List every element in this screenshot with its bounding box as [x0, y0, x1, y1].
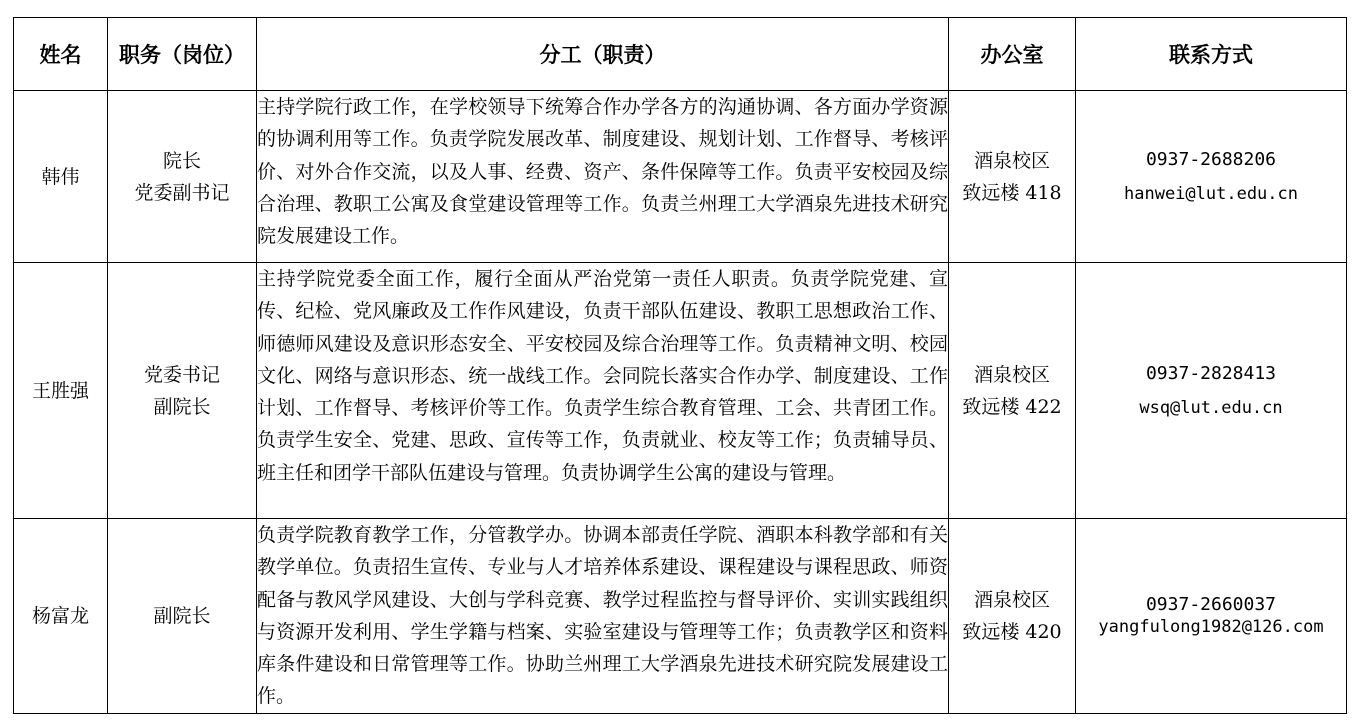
person-name: 杨富龙: [14, 519, 108, 714]
table-row: [14, 263, 1347, 519]
person-duty: 负责学院教育教学工作，分管教学办。协调本部责任学院、酒职本科教学部和有关教学单位。负责招生宣传、专业与人才培养体系建设、课程建设与课程思政、师资配备与教风学风建设、大创与学科竞赛、教学过程监控与督导评价、实训实践组织与资源开发利用、学生学籍与档案、实验室建设与管理等工作；负责教学区和资料库条件建设和日常管理等工作。协助兰州理工大学酒泉先进技术研究院发展建设工作。: [257, 519, 949, 714]
header-row: [14, 18, 1347, 91]
role-line: 副院长: [153, 395, 211, 418]
role-line: 院长: [162, 149, 201, 172]
person-duty: 主持学院行政工作，在学校领导下统筹合作办学各方的沟通协调、各方面办学资源的协调利用等工作。负责学院发展改革、制度建设、规划计划、工作督导、考核评价、对外合作交流，以及人事、经费、资产、条件保障等工作。负责平安校园及综合治理、教职工公寓及食堂建设管理等工作。负责兰州理工大学酒泉先进技术研究院发展建设工作。: [257, 91, 949, 263]
role-line: 副院长: [153, 604, 211, 627]
person-office: [949, 263, 1076, 519]
person-office: [949, 519, 1076, 714]
phone-number: 0937-2660037: [1145, 594, 1277, 616]
email-address[interactable]: wsq@lut.edu.cn: [1139, 398, 1283, 418]
office-room: 致远楼 420: [962, 620, 1062, 643]
person-office: [949, 91, 1076, 263]
header-role: 职务（岗位）: [108, 18, 257, 91]
phone-number: 0937-2828413: [1145, 363, 1277, 384]
table-row: [14, 91, 1347, 263]
person-contact: [1076, 91, 1347, 263]
role-line: 党委副书记: [134, 181, 230, 204]
phone-number: 0937-2688206: [1145, 149, 1277, 170]
person-duty: 主持学院党委全面工作，履行全面从严治党第一责任人职责。负责学院党建、宣传、纪检、党风廉政及工作作风建设，负责干部队伍建设、教职工思想政治工作、师德师风建设及意识形态安全、平安校园及综合治理等工作。负责精神文明、校园文化、网络与意识形态、统一战线工作。会同院长落实合作办学、制度建设、工作计划、工作督导、考核评价等工作。负责学生综合教育管理、工会、共青团工作。负责学生安全、党建、思政、宣传等工作，负责就业、校友等工作；负责辅导员、班主任和团学干部队伍建设与管理。负责协调学生公寓的建设与管理。: [257, 263, 949, 519]
role-line: 党委书记: [143, 363, 220, 386]
person-role: [108, 519, 257, 714]
office-campus: 酒泉校区: [973, 588, 1050, 611]
header-contact: 联系方式: [1076, 18, 1347, 91]
office-campus: 酒泉校区: [973, 363, 1050, 386]
header-office: 办公室: [949, 18, 1076, 91]
header-duty: 分工（职责）: [257, 18, 949, 91]
person-role: [108, 263, 257, 519]
header-name: 姓名: [14, 18, 108, 91]
table-row: [14, 519, 1347, 714]
office-room: 致远楼 422: [962, 395, 1062, 418]
person-name: 王胜强: [14, 263, 108, 519]
office-campus: 酒泉校区: [973, 149, 1050, 172]
staff-table: [13, 17, 1347, 714]
person-contact: [1076, 519, 1347, 714]
office-room: 致远楼 418: [962, 181, 1062, 204]
person-role: [108, 91, 257, 263]
person-name: 韩伟: [14, 91, 108, 263]
email-address[interactable]: yangfulong1982@126.com: [1098, 617, 1324, 638]
email-address[interactable]: hanwei@lut.edu.cn: [1124, 184, 1298, 204]
person-contact: [1076, 263, 1347, 519]
